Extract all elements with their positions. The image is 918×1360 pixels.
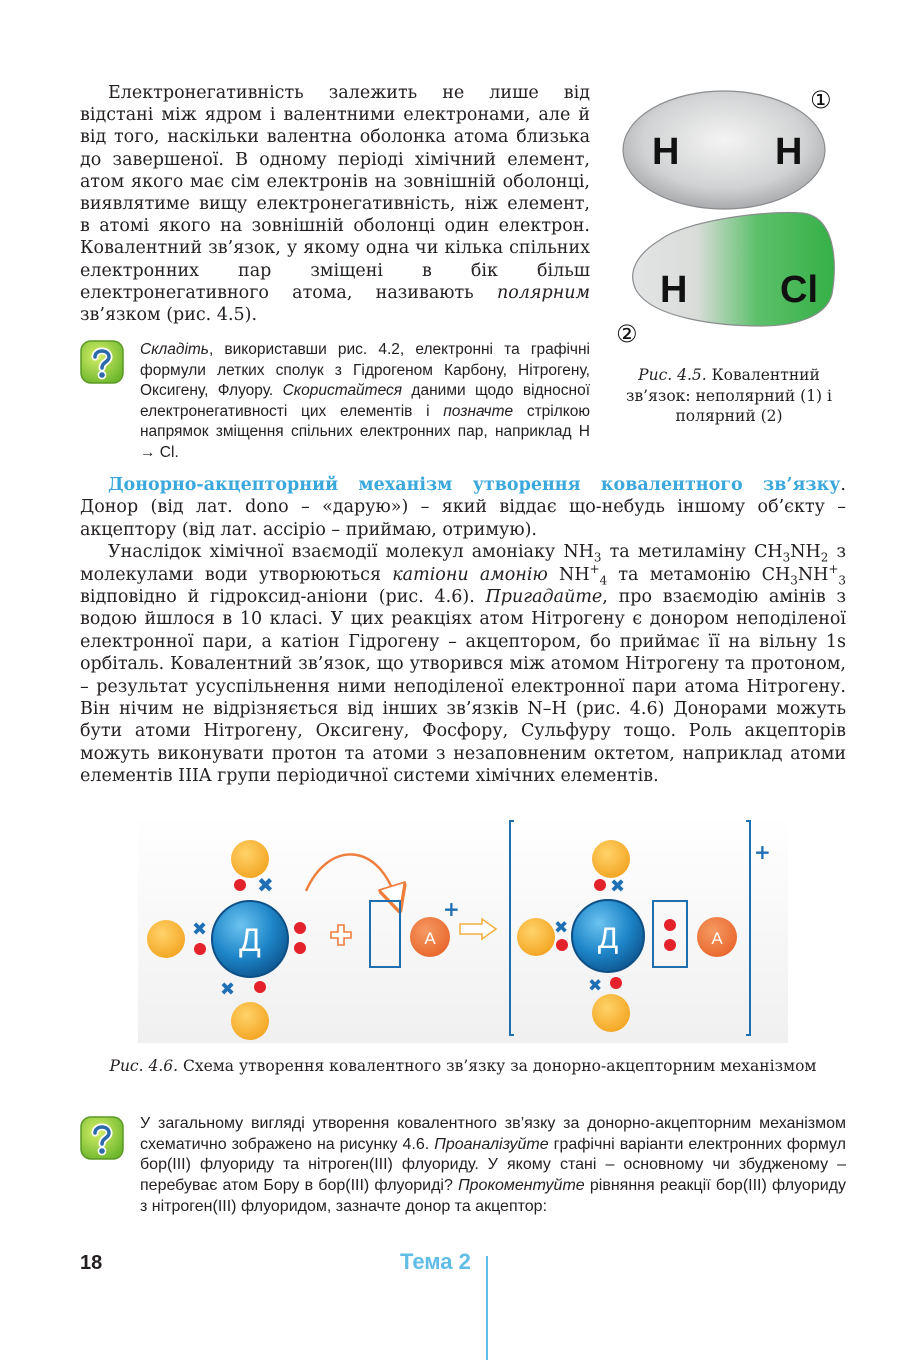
theme-label: Тема 2: [400, 1249, 471, 1274]
text: Пригадайте: [485, 587, 603, 608]
acceptor-label: A: [424, 929, 436, 948]
figure-4-6-donor-acceptor-scheme: [138, 815, 788, 1043]
electron: [594, 879, 606, 891]
text: позначте: [443, 402, 514, 420]
figure-4-5-bonds: [612, 80, 846, 350]
text: з молекулами води утворюються: [80, 542, 846, 585]
subscript: 3: [593, 550, 602, 565]
text: відповідно й гідроксид-аніони (рис. 4.6).: [80, 587, 486, 608]
electron-cross: ✖: [220, 979, 236, 1000]
superscript: +: [589, 561, 600, 576]
electron: [234, 879, 246, 891]
text: Проаналізуйте: [434, 1135, 549, 1153]
shared-pair-electron: [664, 939, 676, 951]
text: даними щодо відносної електронегативності цих елементів і: [140, 382, 590, 420]
electron: [556, 939, 568, 951]
caption-text: Ковалентний зв’язок: неполярний (1) і полярний (2): [626, 366, 832, 425]
question-task-1: [140, 340, 590, 464]
atom-cl: Cl: [780, 269, 818, 311]
subscript: 2: [820, 550, 829, 565]
electron-cross: ✖: [610, 876, 626, 897]
figure-4-5-caption: [612, 365, 846, 427]
donor-label: Д: [597, 922, 619, 955]
text: Складіть: [140, 341, 209, 358]
acceptor-label: A: [711, 929, 723, 948]
electron: [194, 943, 206, 955]
text: Унаслідок хімічної взаємодії молекул амоніаку NH: [108, 542, 594, 563]
electron-cross: ✖: [554, 918, 569, 938]
donor-label: Д: [239, 922, 261, 958]
atom-h-left: H: [652, 131, 680, 173]
ligand-bottom: [592, 994, 630, 1032]
electron-cross: ✖: [257, 873, 274, 897]
text: рівняння реакції бор(III) флуориду з нітроген(III) флуоридом, зазначте донор та акцептор:: [140, 1177, 847, 1215]
text: , використавши рис. 4.2, електронні та графічні формули летких сполук з Гідрогеном Карбону, Нітрогену, Оксигену, Флуору.: [140, 341, 590, 400]
subscript: 3: [790, 573, 798, 588]
ligand-left: [517, 918, 555, 956]
electron: [610, 977, 622, 989]
text: NH: [547, 564, 590, 585]
subscript: 3: [838, 573, 846, 588]
donor-definition: Донор (від лат. dono – «дарую») – який віддає що-небудь іншому об’єкту – акцептору (від лат. accipio – приймаю, отримую).: [80, 497, 846, 540]
charge-plus: +: [754, 840, 771, 864]
electron: [254, 981, 266, 993]
subscript: 3: [782, 550, 791, 565]
section-intro: [80, 474, 846, 541]
electron-cross: ✖: [192, 919, 208, 940]
text: .: [840, 475, 846, 495]
paragraph-electronegativity: [80, 82, 590, 326]
figure-4-6-caption: [80, 1056, 846, 1077]
section-heading: Донорно-акцепторний механізм утворення ковалентного зв’язку: [108, 475, 841, 495]
caption-text: Схема утворення ковалентного зв’язку за донорно-акцепторним механізмом: [178, 1057, 817, 1075]
charge-plus: +: [443, 897, 460, 921]
text: стрілкою напрямок зміщення спільних електронних пар, наприклад H → Cl.: [140, 402, 590, 461]
lone-pair-electron: [294, 922, 306, 934]
marker-1: ①: [810, 86, 832, 114]
ligand-bottom: [231, 1002, 269, 1040]
caption-label: Рис. 4.6.: [109, 1057, 179, 1075]
superscript: +: [828, 561, 839, 576]
ligand-top: [592, 840, 630, 878]
text: , про взаємодію амінів з водою йшлося в 10 класі. У цих реакціях атом Нітрогену є донором неподіленої електронної пари, а катіон Гідрогену – акцептором, бо приймає її на вільну 1s орбіталь. Ковалентний зв’язок, що утворився між атомом Нітрогену та протоном, – результат усуспільнення ними неподіленої електронної пари атома Нітрогену. Він нічим не відрізняється від інших зв’язків N–H (рис. 4.6) Донорами можуть бути атоми Нітрогену, Оксигену, Фосфору, Сульфуру тощо. Роль акцепторів можуть виконувати протон та атоми з незаповненим октетом, наприклад атоми елементів IIIA групи періодичної системи хімічних елементів.: [80, 587, 846, 787]
term-polar: полярним: [496, 282, 590, 303]
electron-cross: ✖: [588, 976, 603, 996]
atom-h-right: H: [775, 131, 803, 173]
page-number: 18: [80, 1252, 103, 1274]
text: та метиламіну CH: [601, 542, 783, 563]
text: та метамонію CH: [607, 564, 791, 585]
paragraph-ammonium: [80, 541, 846, 787]
term-ammonium: катіони амонію: [392, 564, 548, 585]
text: NH: [790, 542, 821, 563]
ligand-left: [147, 920, 185, 958]
question-icon: [80, 340, 124, 384]
footer-divider: [486, 1256, 488, 1360]
text: NH: [797, 564, 829, 585]
atom-h: H: [660, 269, 688, 311]
text: графічні варіанти електронних формул бор(III) флуориду та нітроген(III) флуориду. У якому стані – основному чи збудженому – перебуває атом Бору в бор(III) флуориді?: [140, 1135, 847, 1195]
text: Електронегативність залежить не лише від відстані між ядром і валентними електронами, але й від того, наскільки валентна оболонка атома близька до завершеної. В одному періоді хімічний елемент, атом якого має сім електронів на зовнішній оболонці, виявлятиме вищу електронегативність, ніж елемент, в атомі якого на зовнішній оболонці один електрон. Ковалентний зв’язок, у якому одна чи кілька спільних електронних пар зміщені в бік більш електронегативного атома, називають: [80, 83, 590, 303]
question-task-2: [140, 1114, 846, 1218]
caption-label: Рис. 4.5.: [638, 366, 707, 384]
marker-2: ②: [616, 320, 638, 348]
shared-pair-electron: [664, 919, 676, 931]
subscript: 4: [599, 573, 608, 588]
text: Прокоментуйте: [458, 1177, 585, 1195]
lone-pair-electron: [294, 942, 306, 954]
text: У загальному вигляді утворення ковалентного зв’язку за донорно-акцепторним механізмом схематично зображено на рисунку 4.6.: [140, 1115, 846, 1153]
question-icon: [80, 1116, 124, 1160]
text: Скористайтеся: [282, 382, 403, 400]
text: зв’язком (рис. 4.5).: [80, 305, 258, 326]
section-donor-acceptor: [80, 474, 846, 788]
